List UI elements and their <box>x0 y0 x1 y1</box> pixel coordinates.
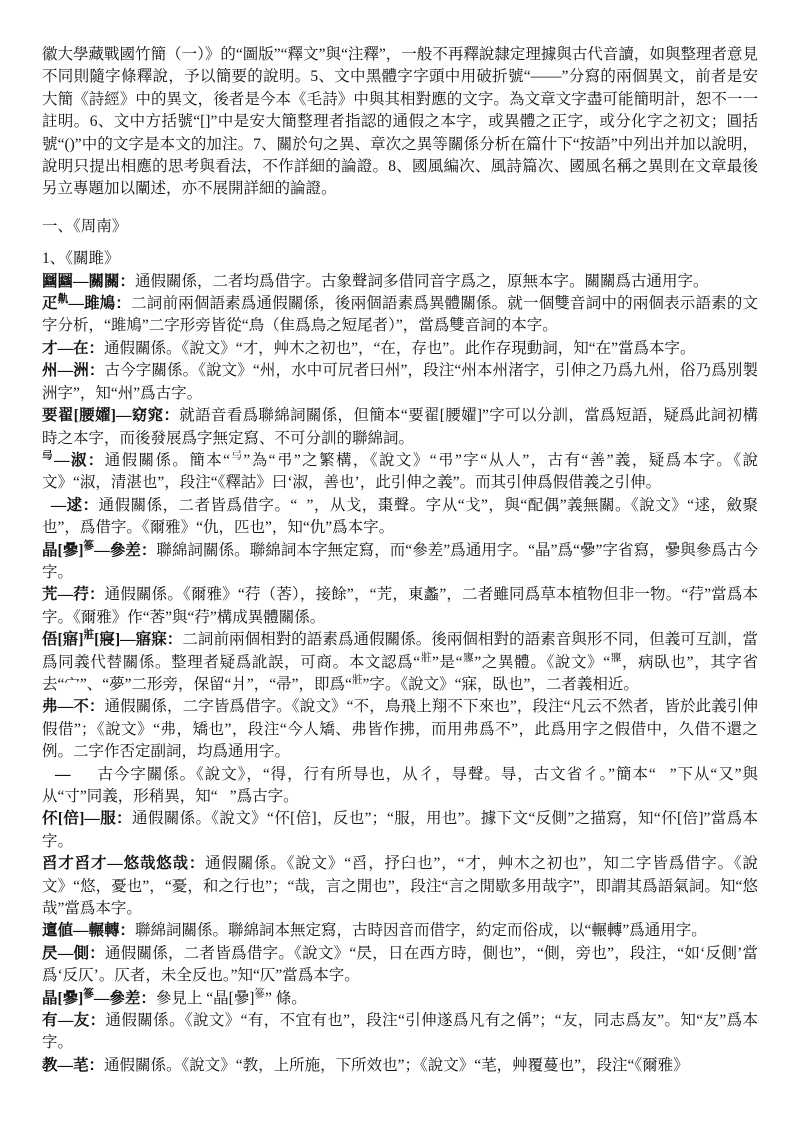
entry-headword: 教—芼： <box>42 1056 105 1074</box>
entry-body: 聯綿詞關係。聯綿詞本字無定寫，而“參差”爲通用字。“晶”爲“曑”字省寫，曑與參爲古今字。 <box>42 541 759 581</box>
entry <box>42 696 758 763</box>
entry <box>42 405 758 450</box>
entry-body: 參見上 “晶[曑]$^篸$” 條。 <box>155 988 307 1007</box>
entry <box>42 920 758 942</box>
entry-body: 通假關係，二者皆爲借字。“$^𢧄$”，从戈，棗聲。字从“戈”，與“配偶”義無關。《說文》“逑，斂聚也”，爲借字。《爾雅》“仇，匹也”，知“仇”爲本字。 <box>42 495 758 537</box>
entry <box>42 943 758 988</box>
entry <box>42 853 758 920</box>
entry-headword: 伓[倍]—服： <box>42 810 132 828</box>
entry-body: 古今字關係。《說文》“州，水中可凥者曰州”，段注“州本州渚字，引伸之乃爲九州，俗乃爲別製洲字”，知“州”爲古字。 <box>42 362 758 402</box>
entry-body: 通假關係。《說文》“才，艸木之初也”，“在，存也”。此作存現動詞，知“在”當爲本字。 <box>104 339 696 357</box>
entry-body: 二詞前兩個相對的語素爲通假關係。後兩個相對的語素音與形不同，但義可互訓，當爲同義代替關係。整理者疑爲訛誤，可商。本文認爲“$^𤕸$”是“$^寱$”之異體。《說文》“$^寱$，病臥也”，其字省去“宀”、“夢”二形旁，保留“爿”，“帚”，即爲“$^𤕸$”字。《說文》“寐，臥也”，二者義相近。 <box>42 631 759 693</box>
entry-headword: 晶[曑]$^篸$—參差： <box>42 988 156 1007</box>
entry-body: 古今字關係。《說文》，“得，行有所㝵也，从彳，㝵聲。㝵，古文省彳。”簡本“𠭃”下从“又”與从“寸”同義，形稍異，知“𠭃”爲古字。 <box>42 765 759 805</box>
entry-headword: 俉[寤]$^𤕸$[寢]—寤寐： <box>42 630 183 649</box>
entry <box>42 808 758 853</box>
entry <box>42 584 758 629</box>
entry-body: 通假關係。《說文》“教，上所施，下所效也”；《說文》“芼，艸覆蔓也”，段注“《爾雅》 <box>104 1056 689 1074</box>
entry-body: 通假關係，二字皆爲借字。《說文》“不，鳥飛上翔不下來也”，段注“凡云不然者，皆於此義引伸假借”；《說文》“弗，矯也”，段注“今人矯、弗皆作拂，而用弗爲不”，此爲用字之假借中，久借不還之例。二字作否定副詞，均爲通用字。 <box>42 698 758 761</box>
entry-body: 通假關係，二者皆爲借字。《說文》“昃，日在西方時，側也”，“側，旁也”，段注，“如‘反側’當爲‘反仄’。仄者，未全反也。”知“仄”當爲本字。 <box>42 944 758 985</box>
entry-headword: 苀—荇： <box>42 586 105 604</box>
entry <box>42 1055 758 1077</box>
entry <box>42 450 758 495</box>
entry-headword: 才—在： <box>42 339 105 357</box>
entry-body: 通假關係。簡本“$^𢎥$”為“弔”之繁構，《說文》“弔”字“从人”，古有“善”義，疑爲本字。《說文》“淑，清湛也”，段注“《釋詁》曰‘淑，善也’，此引伸之義”。而其引伸爲假借義之引伸。 <box>42 450 759 492</box>
entry-body: 通假關係。《說文》“有，不宜有也”，段注“引伸遂爲凡有之偁”；“友，同志爲友”。知“友”爲本字。 <box>42 1012 758 1052</box>
section-heading: 一、《周南》 <box>42 217 128 235</box>
entry <box>42 293 758 338</box>
entry <box>42 360 758 405</box>
entry-body: 通假關係。《說文》“伓[倍]，反也”；“服，用也”。據下文“反側”之描寫，知“伓[倍]”當爲本字。 <box>42 810 758 850</box>
entry <box>42 338 758 360</box>
entry-headword: $^𢎥$—淑： <box>42 450 105 469</box>
entry-body: 就語音看爲聯綿詞關係，但簡本“要翟[腰嬥]”字可以分訓，當爲短語，疑爲此詞初構時之本字，而後發展爲字無定寫、不可分訓的聯綿詞。 <box>42 407 758 447</box>
entry-headword: 邅値—輾轉： <box>42 922 136 940</box>
entry <box>42 1010 758 1055</box>
entry-headword: 𠭃—得： <box>42 765 98 783</box>
entry-body: 聯綿詞關係。聯綿詞本無定寫，古時因音而借字，約定而俗成，以“輾轉”爲通用字。 <box>135 922 707 940</box>
entry-headword: 疋$^鼽$—雎鳩： <box>42 293 132 313</box>
entry-body: 通假關係。《說文》“舀，抒臼也”，“才，艸木之初也”，知二字皆爲借字。《說文》“悠，憂也”，“憂，和之行也”；“哉，言之閒也”，段注“言之閒歇多用哉字”，即謂其爲語氣詞。知“悠哉”當爲本字。 <box>42 855 758 918</box>
entry-body: 通假關係，二者均爲借字。古象聲詞多借同音字爲之，原無本字。關關爲古通用字。 <box>135 272 709 290</box>
entry-headword: 圝圝—關關： <box>42 272 136 290</box>
entry <box>42 629 758 696</box>
entry-headword: 昃—側： <box>42 944 106 962</box>
entry <box>42 271 758 293</box>
entry-body: 通假關係。《爾雅》“荇（莕），接餘”，“苀，東蠡”，二者雖同爲草本植物但非一物。“荇”當爲本字。《爾雅》作“莕”與“荇”構成異體關係。 <box>42 586 758 626</box>
entry-headword: 州—洲： <box>42 362 105 380</box>
entry <box>42 540 758 585</box>
entry-headword: $^𢧄$—逑： <box>42 495 99 514</box>
entry <box>42 988 758 1010</box>
entry-headword: 有—友： <box>42 1012 106 1030</box>
entry-headword: 弗—不： <box>42 698 105 716</box>
entry-headword: 晶[曑]$^篸$—參差： <box>42 540 157 559</box>
subsection-heading: 1、《關雎》 <box>42 250 120 268</box>
entry-headword: 要翟[腰嬥]—窈窕： <box>42 407 180 425</box>
entry <box>42 764 758 809</box>
entry-body: 二詞前兩個語素爲通假關係，後兩個語素爲異體關係。就一個雙音詞中的兩個表示語素的文字分析，“雎鳩”二字形旁皆從“鳥（隹爲鳥之短尾者）”，當爲雙音詞的本字。 <box>42 295 758 335</box>
entry-headword: 舀才舀才—悠哉悠哉： <box>42 855 206 873</box>
entry <box>42 495 758 540</box>
intro-paragraph: 徽大學藏戰國竹簡（一）》的“圖版”“釋文”與“注釋”，一般不再釋說隸定理據與古代音讀，如與整理者意見不同則隨字條釋說，予以簡要的說明。5、文中黑體字字頭中用破折號“——”分寫的兩個異文，前者是安大簡《詩經》中的異文，後者是今本《毛詩》中與其相對應的文字。為文章文字盡可能簡明計，恕不一一註明。6、文中方括號“[]”中是安大簡整理者指認的通假之本字，或異體之正字，或分化字之初文；圓括號“()”中的文字是本文的加注。7、關於句之異、章次之異等關係分析在篇什下“按語”中列出并加以說明，說明只提出相應的思考與看法，不作詳細的論證。8、國風編次、風詩篇次、國風名稱之異則在文章最後另立專題加以闡述，亦不展開詳細的論證。 <box>42 46 758 198</box>
